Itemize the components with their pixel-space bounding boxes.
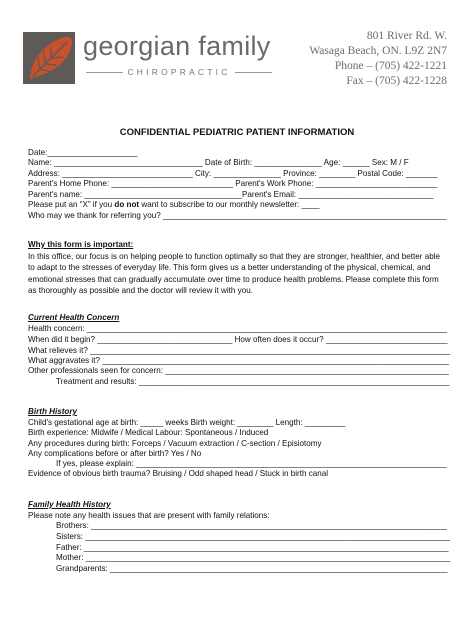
father-field[interactable]: Father: _________________________________________________________________________________	[56, 543, 449, 552]
newsletter-row[interactable]	[28, 200, 320, 210]
fax-line: Fax – (705) 422-1228	[346, 75, 447, 87]
current-health-heading: Current Health Concern	[28, 313, 120, 322]
date-field[interactable]: Date:____________________	[28, 148, 138, 157]
phone-line: Phone – (705) 422-1221	[334, 60, 447, 72]
other-professionals-field[interactable]: Other professionals seen for concern: _______________________________________________________________	[28, 366, 449, 375]
newsletter-prefix: Please put an “X” if you	[28, 200, 115, 209]
parent-name-row[interactable]	[28, 190, 433, 200]
relieves-field[interactable]: What relieves it? ________________________________________________________________________________	[28, 346, 451, 355]
health-concern-field[interactable]: Health concern: ________________________________________________________________________________	[28, 324, 448, 333]
parent-name-text: Parent's name: ___________________________________Parent's Email: ______________________________	[28, 190, 434, 199]
family-intro: Please note any health issues that are present with family relations:	[28, 511, 270, 520]
aggravates-field[interactable]: What aggravates it? _____________________________________________________________________________	[28, 356, 449, 365]
name-dob-row[interactable]: Name: _________________________________ Date of Birth: _______________ Age: ______ Sex: M / F	[28, 158, 409, 167]
leaf-logo-icon	[23, 32, 75, 84]
gestational-age-row[interactable]: Child's gestational age at birth: _____ weeks Birth weight: ________ Length: _________	[28, 418, 346, 427]
mother-field[interactable]: Mother: _________________________________________________________________________________	[56, 553, 451, 562]
brand-name: georgian family	[83, 31, 271, 61]
birth-trauma-row[interactable]: Evidence of obvious birth trauma? Bruising / Odd shaped head / Stuck in birth canal	[28, 469, 329, 478]
onset-field[interactable]: When did it begin? ______________________________ How often does it occur? ___________________________	[28, 335, 448, 344]
birth-history-heading: Birth History	[28, 407, 78, 416]
why-paragraph: In this office, our focus is on helping people to function optimally so that they are stronger, healthier, and better able to adapt to the stresses of everyday life. This form gives us a better understanding of the physical, chemical, and emotional stresses that can gradually accumulate over time to produce health problems. Please complete this form as thoroughly as possible and the doctor will review it with you.	[28, 252, 440, 296]
procedures-row[interactable]: Any procedures during birth: Forceps / Vacuum extraction / C-section / Episiotomy	[28, 439, 322, 448]
brand-subtitle	[86, 67, 272, 77]
brand-sub-label: CHIROPRACTIC	[127, 67, 231, 77]
explain-field[interactable]: If yes, please explain: _____________________________________________________________________	[56, 459, 447, 468]
complications-row[interactable]: Any complications before or after birth? Yes / No	[28, 449, 202, 458]
phone-row[interactable]: Parent's Home Phone: ___________________________ Parent's Work Phone: ___________________________	[28, 179, 438, 188]
family-history-heading: Family Health History	[28, 500, 111, 509]
referral-row[interactable]: Who may we thank for referring you? _______________________________________________________________	[28, 211, 447, 220]
divider	[235, 72, 272, 73]
divider	[86, 72, 123, 73]
brothers-field[interactable]: Brothers: _______________________________________________________________________________	[56, 521, 447, 530]
grandparents-field[interactable]: Grandparents: ___________________________________________________________________________	[56, 564, 448, 573]
address-line: 801 River Rd. W.	[366, 30, 447, 42]
newsletter-emphasis: do not	[114, 200, 140, 209]
address-line: Wasaga Beach, ON. L9Z 2N7	[309, 45, 447, 57]
address-row[interactable]: Address: _____________________________ City: _______________ Province: ________ Postal Code: _______	[28, 169, 438, 178]
treatment-results-field[interactable]: Treatment and results: _____________________________________________________________________	[56, 377, 450, 386]
newsletter-suffix: want to subscribe to our monthly newsletter: ____	[139, 200, 320, 209]
office-address	[309, 29, 447, 89]
why-heading: Why this form is important:	[28, 240, 134, 249]
sisters-field[interactable]: Sisters: _________________________________________________________________________________	[56, 532, 450, 541]
birth-experience-row[interactable]: Birth experience: Midwife / Medical Labour: Spontaneous / Induced	[28, 428, 269, 437]
form-title: CONFIDENTIAL PEDIATRIC PATIENT INFORMATION	[119, 127, 355, 138]
